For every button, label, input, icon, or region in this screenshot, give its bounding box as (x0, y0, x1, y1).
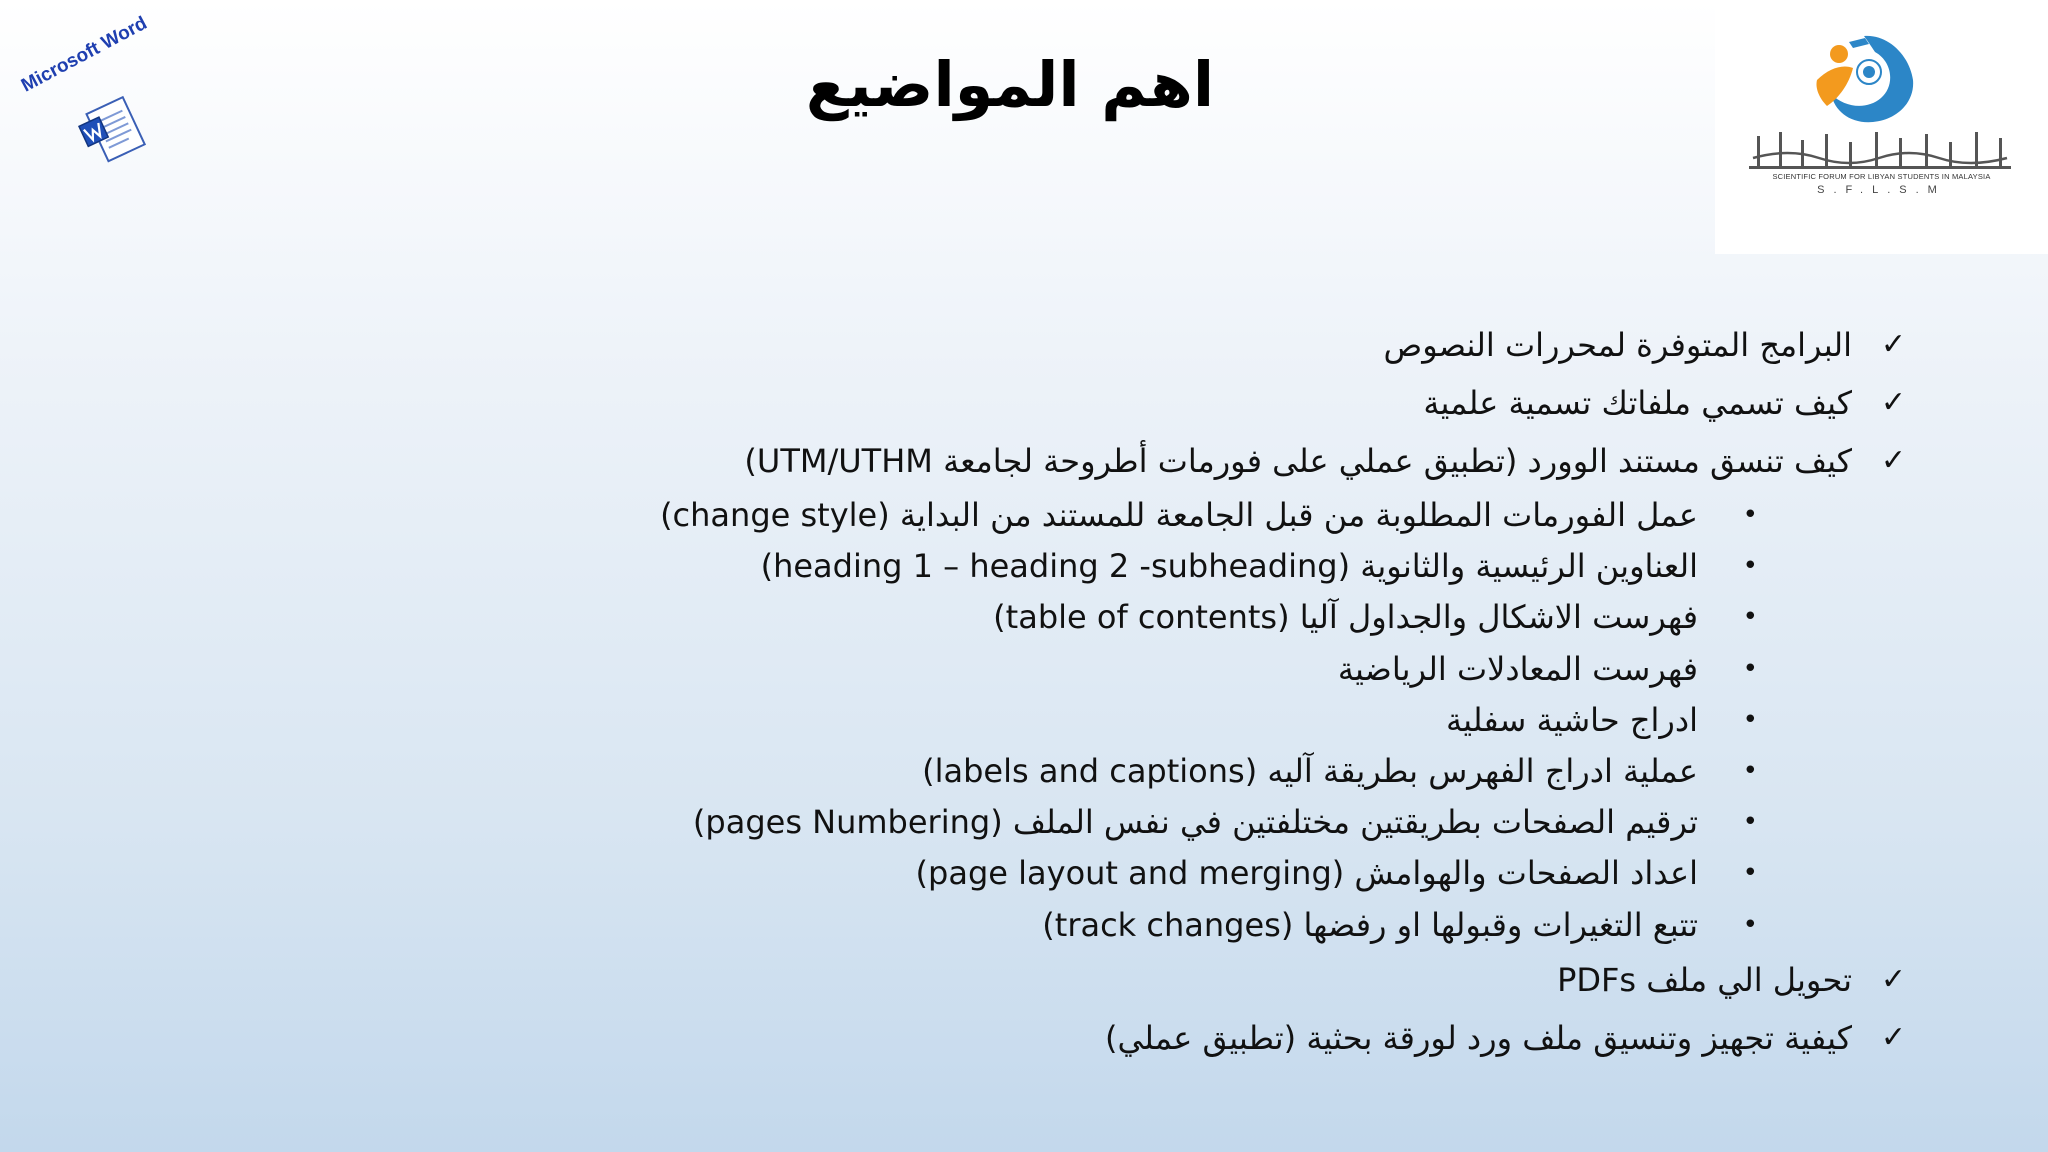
forum-emblem-icon (1809, 28, 1919, 128)
checkmark-icon: ✓ (1880, 327, 1906, 362)
topics-list (0, 316, 2048, 1067)
subtopic-item (0, 695, 2048, 746)
topic-text: البرامج المتوفرة لمحررات النصوص (1383, 326, 1852, 364)
topic-text: العناوين الرئيسية والثانوية (heading 1 – heading 2 -subheading) (760, 547, 1698, 586)
topic-item (0, 432, 2048, 490)
topic-text: عملية ادراج الفهرس بطريقة آليه (labels and captions) (922, 751, 1698, 790)
bullet-icon: • (1742, 858, 1758, 889)
topic-item (0, 951, 2048, 1009)
topic-text: كيف تسمي ملفاتك تسمية علمية (1423, 384, 1852, 422)
bullet-icon: • (1742, 500, 1758, 530)
topic-text: كيفية تجهيز وتنسيق ملف ورد لورقة بحثية (تطبيق عملي) (1104, 1018, 1852, 1057)
forum-abbreviation: S.F.L.S.M (1817, 184, 1946, 196)
bullet-icon: • (1742, 909, 1758, 940)
checkmark-icon: ✓ (1880, 385, 1906, 420)
topic-text: كيف تنسق مستند الوورد (تطبيق عملي على فورمات أطروحة لجامعة UTM/UTHM) (744, 442, 1852, 480)
subtopic-item (0, 900, 2048, 951)
microsoft-word-logo-text: Microsoft Word (18, 12, 151, 97)
subtopic-item (0, 848, 2048, 899)
topic-item (0, 374, 2048, 432)
subtopic-item (0, 490, 2048, 541)
checkmark-icon: ✓ (1880, 1019, 1906, 1055)
forum-english-name: SCIENTIFIC FORUM FOR LIBYAN STUDENTS IN MALAYSIA (1772, 172, 1991, 181)
bullet-icon: • (1742, 704, 1758, 735)
topic-text: اعداد الصفحات والهوامش (page layout and merging) (915, 854, 1698, 893)
subtopic-item (0, 644, 2048, 695)
bullet-icon: • (1742, 755, 1758, 786)
checkmark-icon: ✓ (1880, 443, 1906, 478)
topic-item (0, 316, 2048, 374)
topic-text: عمل الفورمات المطلوبة من قبل الجامعة للمستند من البداية (change style) (660, 496, 1698, 534)
subtopic-item (0, 797, 2048, 848)
topic-text: تحويل الي ملف PDFs (1557, 960, 1852, 999)
topic-text: تتبع التغيرات وقبولها او رفضها (track changes) (1042, 905, 1698, 944)
checkmark-icon: ✓ (1880, 961, 1906, 997)
subtopic-item (0, 746, 2048, 797)
microsoft-word-logo (10, 12, 170, 170)
topic-text: فهرست الاشكال والجداول آليا (table of contents) (993, 598, 1698, 637)
topic-text: ترقيم الصفحات بطريقتين مختلفتين في نفس الملف (pages Numbering) (692, 803, 1698, 842)
bullet-icon: • (1742, 807, 1758, 838)
subtopic-item (0, 592, 2048, 643)
topic-text: فهرست المعادلات الرياضية (1337, 649, 1698, 688)
bullet-icon: • (1742, 602, 1758, 633)
forum-arabic-calligraphy (1749, 128, 2011, 176)
bullet-icon: • (1742, 653, 1758, 684)
subtopic-item (0, 541, 2048, 592)
slide-title: اهم المواضيع (805, 48, 1215, 121)
bullet-icon: • (1742, 551, 1758, 582)
word-document-icon (70, 90, 160, 180)
forum-logo (1715, 0, 2048, 254)
topic-item (0, 1009, 2048, 1067)
topic-text: ادراج حاشية سفلية (1445, 700, 1698, 739)
